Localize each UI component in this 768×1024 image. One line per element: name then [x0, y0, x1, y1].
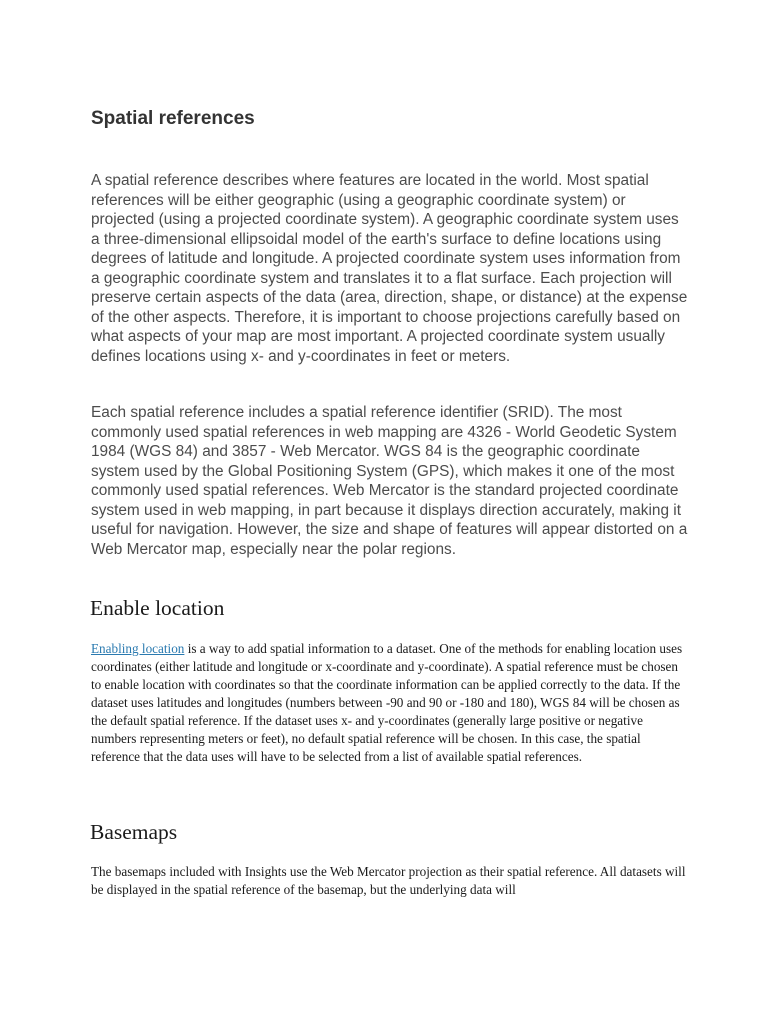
enable-location-heading: Enable location [90, 596, 225, 620]
enable-location-text: is a way to add spatial information to a dataset. One of the methods for enabling location uses coordinates (either latitude and longitude or x-coordinate and y-coordinate). A spatial reference must be chosen to enable location with coordinates so that the coordinate information can be applied correctly to the data. If the dataset uses latitudes and longitudes (numbers between -90 and 90 or -180 and 180), WGS 84 will be chosen as the default spatial reference. If the dataset uses x- and y-coordinates (generally large positive or negative numbers representing meters or feet), no default spatial reference will be chosen. In this case, the spatial reference that the data uses will have to be selected from a list of available spatial references. [91, 641, 683, 764]
basemaps-paragraph: The basemaps included with Insights use the Web Mercator projection as their spatial reference. All datasets will be displayed in the spatial reference of the basemap, but the underlying data will [91, 864, 686, 897]
page-title: Spatial references [91, 108, 255, 129]
intro-paragraph: A spatial reference describes where features are located in the world. Most spatial references will be either geographic (using a geographic coordinate system) or projected (using a projected coordinate system). A geographic coordinate system uses a three-dimensional ellipsoidal model of the earth's surface to define locations using degrees of latitude and longitude. A projected coordinate system uses information from a geographic coordinate system and translates it to a flat surface. Each projection will preserve certain aspects of the data (area, direction, shape, or distance) at the expense of the other aspects. Therefore, it is important to choose projections carefully based on what aspects of your map are most important. A projected coordinate system usually defines locations using x- and y-coordinates in feet or meters. [91, 172, 688, 365]
srid-paragraph: Each spatial reference includes a spatial reference identifier (SRID). The most commonly used spatial references in web mapping are 4326 - World Geodetic System 1984 (WGS 84) and 3857 - Web Mercator. WGS 84 is the geographic coordinate system used by the Global Positioning System (GPS), which makes it one of the most commonly used spatial references. Web Mercator is the standard projected coordinate system used in web mapping, in part because it displays direction accurately, making it useful for navigation. However, the size and shape of features will appear distorted on a Web Mercator map, especially near the polar regions. [91, 404, 688, 558]
enabling-location-link[interactable]: Enabling location [91, 641, 185, 656]
enable-location-paragraph [91, 640, 687, 766]
basemaps-heading: Basemaps [90, 820, 178, 844]
